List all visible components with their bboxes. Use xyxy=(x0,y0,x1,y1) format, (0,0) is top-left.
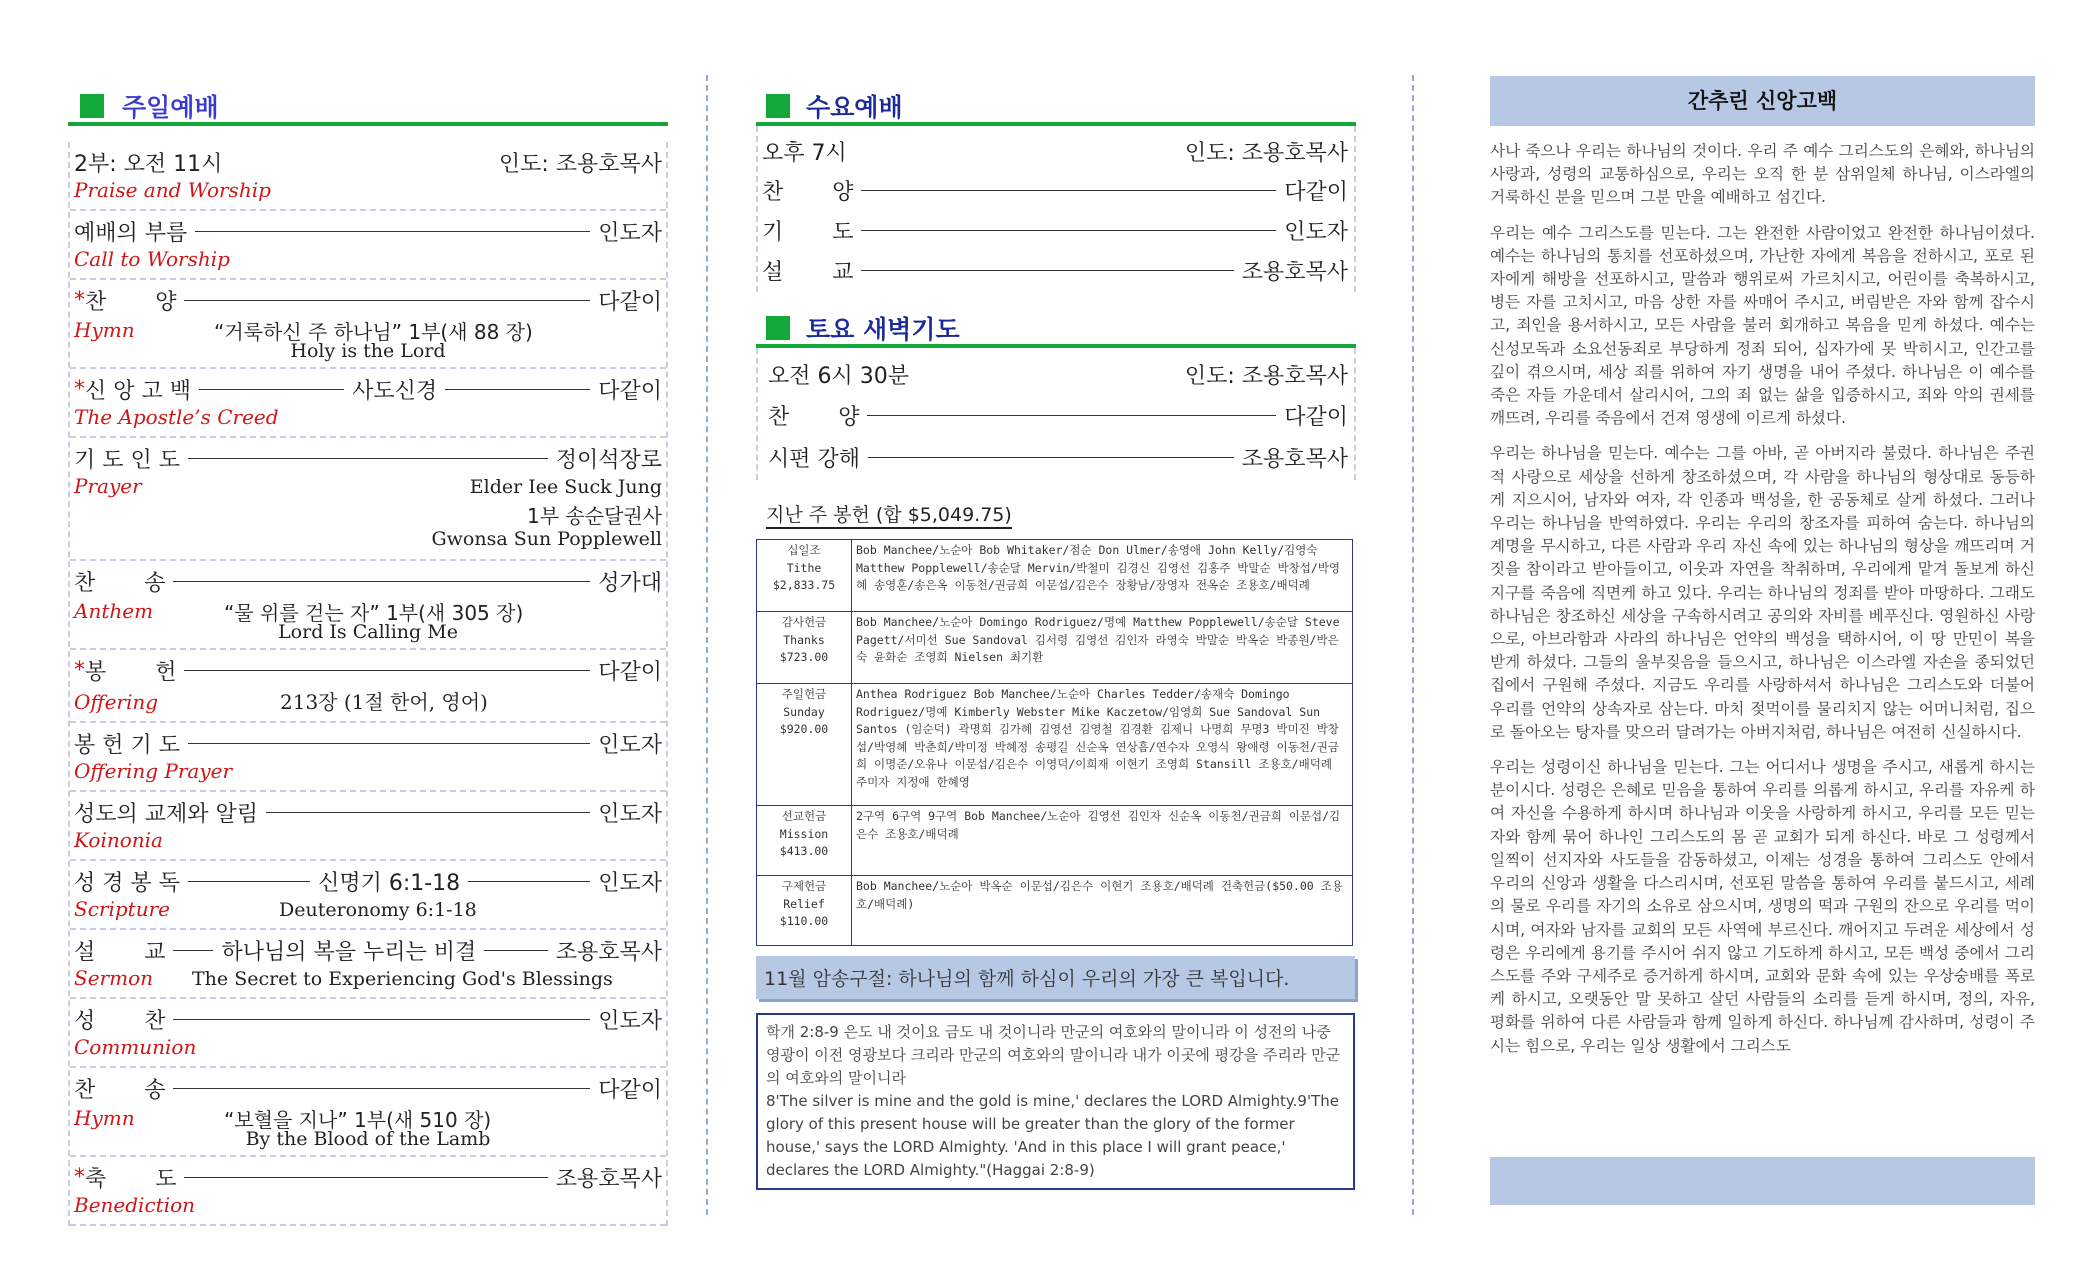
apostles-creed xyxy=(70,369,666,438)
item-by: 다같이 xyxy=(598,379,662,404)
praise-en: Praise and Worship xyxy=(74,178,271,202)
green-square-icon xyxy=(766,94,790,118)
item-by: 다같이 xyxy=(1284,404,1348,430)
saturday-header xyxy=(756,302,1356,348)
service-leader: 인도: 조용호목사 xyxy=(1184,140,1348,166)
header-rule xyxy=(68,122,668,126)
hymn-2 xyxy=(70,1068,666,1157)
item-ko: 축 도 xyxy=(85,1167,177,1192)
item-ko: 기 도 인 도 xyxy=(74,448,180,473)
category-en: Tithe xyxy=(786,560,822,575)
item-en: The Apostle’s Creed xyxy=(74,405,279,429)
item-by: 다같이 xyxy=(598,1078,662,1103)
prayer-name-2-en: Gwonsa Sun Popplewell xyxy=(431,528,662,550)
item-en: Benediction xyxy=(74,1193,196,1217)
item-en: Offering Prayer xyxy=(74,759,233,783)
item-en: Hymn xyxy=(74,1106,135,1130)
middle-column xyxy=(756,80,1356,1190)
offering-category xyxy=(757,612,852,684)
section-title: 수요예배 xyxy=(806,93,903,122)
star-mark: * xyxy=(74,377,85,402)
item-by: 조용호목사 xyxy=(555,1167,662,1192)
sermon-title: 하나님의 복을 누리는 비결 xyxy=(221,940,477,965)
verse-english: 8'The silver is mine and the gold is mine,' declares the LORD Almighty.9'The glory of this present house will be greater than the glory of the former house,' says the LORD Almighty. 'And in this place I will grant peace,' declares the LORD Almighty."(Haggai 2:8-9) xyxy=(766,1092,1339,1179)
offering-hymn: 213장 (1절 한어, 영어) xyxy=(280,690,488,714)
offering-names: Bob Manchee/노순아 Bob Whitaker/점순 Don Ulmer/송영애 John Kelly/김영숙 Matthew Popplewell/송순달 Mervin/박철미 김경신 김영선 김홍주 박말순 박창섭/박영혜 송영훈/송은옥 이동천/권금희 이문섭/김은수 장황남/장영자 전옥순 조용호/배덕례 xyxy=(852,540,1353,612)
green-square-icon xyxy=(766,316,790,340)
item-by: 조용호목사 xyxy=(1241,446,1348,472)
offering-category xyxy=(757,806,852,876)
item-en: Offering xyxy=(74,690,159,714)
item-mid: 신명기 6:1-18 xyxy=(318,871,461,896)
creed-paragraph: 사나 죽으나 우리는 하나님의 것이다. 우리 주 예수 그리스도의 은혜와, 하나님의 사랑과, 성령의 교통하심으로, 우리는 오직 한 분 삼위일체 하나님, 이스라엘의 거룩하신 분을 믿으며 그분 만을 예배하고 섬긴다. xyxy=(1490,142,2035,207)
creed-paragraph: 우리는 하나님을 믿는다. 예수는 그를 아바, 곧 아버지라 불렀다. 하나님은 주권적 사랑으로 세상을 선하게 창조하셨으며, 각 사람을 하나님의 형상대로 동등하게 지으시어, 남자와 여자, 각 인종과 백성을, 한 공동체로 살게 하셨다. 그러나 우리는 하나님을 반역하였다. 우리는 우리의 창조자를 피하여 숨는다. 하나님의 계명을 무시하고, 다른 사람과 우리 자신 속에 있는 하나님의 형상을 깨뜨리며 거짓을 참이라고 받아들이고, 이웃과 자연을 착취하며, 우리에게 맡겨 돌보게 하신 지구를 죽음에 직면케 하고 있다. 우리는 하나님의 정죄를 받아 마땅하다. 그래도 하나님은 창조하신 세상을 구속하시려고 공의와 자비를 베푸신다. 영원하신 사랑으로, 아브라함과 사라의 하나님은 언약의 백성을 택하시어, 이 땅 만민이 복을 받게 하셨다. 그들의 울부짖음을 들으시고, 하나님은 이스라엘 자손을 종되었던 집에서 구원해 주셨다. 지금도 우리를 사랑하셔서 하나님은 그리스도와 더불어 우리를 언약의 상속자로 삼는다. 마치 젖먹이를 물리치지 않는 어머니처럼, 집으로 돌아오는 탕자를 맞으러 달려가는 아버지처럼, 하나님은 여전히 신실하시다. xyxy=(1490,444,2035,741)
column-divider-1 xyxy=(706,75,708,1215)
table-row xyxy=(757,684,1353,806)
hymn-title: “보혈을 지나” 1부(새 510 장) xyxy=(224,1107,492,1132)
item-by: 인도자 xyxy=(598,871,663,896)
prayer-name-2: 1부 송순달권사 xyxy=(526,503,662,528)
category-amount: $920.00 xyxy=(779,722,829,736)
creed-footer-band xyxy=(1490,1157,2035,1205)
scripture-ref-en: Deuteronomy 6:1-18 xyxy=(279,899,477,921)
hymn-title: “거룩하신 주 하나님” 1부(새 88 장) xyxy=(214,319,533,344)
item-ko: 성 찬 xyxy=(74,1009,166,1034)
service-time: 오전 6시 30분 xyxy=(768,363,909,389)
anthem-title: “물 위를 걷는 자” 1부(새 305 장) xyxy=(224,600,524,625)
item-en: Call to Worship xyxy=(74,247,230,271)
item-by: 인도자 xyxy=(598,1009,662,1034)
wednesday-header xyxy=(756,80,1356,126)
item-en: Prayer xyxy=(74,474,142,498)
item-ko: 봉 헌 기 도 xyxy=(74,733,180,758)
item-ko: 찬 양 xyxy=(768,404,860,430)
star-mark: * xyxy=(74,658,85,683)
item-en: Koinonia xyxy=(74,828,163,852)
category-en: Relief xyxy=(783,896,825,911)
offering-category xyxy=(757,684,852,806)
communion xyxy=(70,999,666,1068)
category-ko: 선교헌금 xyxy=(781,809,827,823)
item-by: 인도자 xyxy=(598,802,662,827)
header-rule xyxy=(756,344,1356,348)
category-amount: $413.00 xyxy=(779,844,829,858)
sunday-header xyxy=(68,80,668,126)
order-of-service xyxy=(68,142,668,1226)
item-by: 다같이 xyxy=(598,290,662,315)
item-ko: 성도의 교제와 알림 xyxy=(74,802,259,827)
item-by: 조용호목사 xyxy=(1241,259,1348,285)
offering-category xyxy=(757,876,852,946)
table-row xyxy=(757,540,1353,612)
hymn-1 xyxy=(70,280,666,369)
service-time: 2부: 오전 11시 xyxy=(74,152,223,177)
offering-names: Anthea Rodriguez Bob Manchee/노순아 Charles Tedder/송재숙 Domingo Rodriguez/명예 Kimberly Webster Mike Kaczetow/임영희 Sue Sandoval Sun Santos (임순덕) 곽명희 김가혜 김영선 김영철 김경환 김제니 나명희 무명3 박미진 박창섭/박영혜 박춘희/박미정 박혜정 송평길 신순옥 연상흠/연수자 오영식 왕애령 이동천/권금희 이명준/오유나 이문섭/김은수 이영덕/이희재 이현기 조영희 Stansill 조용호/배덕례 주미자 지정애 한혜영 xyxy=(852,684,1353,806)
item-by: 인도자 xyxy=(598,733,662,758)
creed-paragraph: 우리는 성령이신 하나님을 믿는다. 그는 어디서나 생명을 주시고, 새롭게 하시는 분이시다. 성령은 은혜로 믿음을 통하여 우리를 의롭게 하시고, 우리를 자유케 하여 자신을 수용하게 하시며 하나님과 이웃을 사랑하게 하시고, 우리를 모든 믿는 자와 함께 묶어 하나인 그리스도의 몸 곧 교회가 되게 하신다. 바로 그 성령께서 일찍이 선지자와 사도들을 감동하셨고, 이제는 성경을 통하여 그리스도 안에서 우리의 신앙과 생활을 다스리시며, 선포된 말씀을 통하여 우리를 붙드시고, 세례의 물로 우리를 자기의 소유로 삼으시며, 생명의 떡과 구원의 잔으로 우리를 먹이시며, 여자와 남자를 교회의 모든 사역에 부르신다. 깨어지고 두려운 세상에서 성령은 우리에게 용기를 주시어 쉬지 않고 기도하게 하시고, 모든 백성 중에서 그리스도를 주와 구세주로 증거하게 하시며, 교회와 문화 속에 있는 우상숭배를 폭로케 하시고, 오랫동안 말 못하고 살던 사람들의 소리를 듣게 하시며, 정의, 자유, 평화를 위하여 다른 사람들과 함께 일하게 하신다. 하나님께 감사하며, 성령이 주시는 힘으로, 우리는 일상 생활에서 그리스도 xyxy=(1490,758,2035,1055)
item-by: 정이석장로 xyxy=(555,448,662,473)
item-ko: 설 교 xyxy=(762,259,854,285)
star-mark: * xyxy=(74,288,85,313)
table-row xyxy=(757,806,1353,876)
memory-verse-text xyxy=(756,1013,1355,1190)
service-time-block xyxy=(70,142,666,211)
item-en: Scripture xyxy=(74,897,170,921)
creed-title: 간추린 신앙고백 xyxy=(1490,76,2035,126)
green-square-icon xyxy=(80,94,104,118)
saturday-service xyxy=(756,348,1356,480)
item-mid: 사도신경 xyxy=(352,379,438,404)
table-row xyxy=(757,612,1353,684)
column-divider-2 xyxy=(1412,75,1414,1215)
item-en: Sermon xyxy=(74,966,153,990)
sermon xyxy=(70,930,666,999)
item-ko: 신 앙 고 백 xyxy=(85,379,191,404)
offering xyxy=(70,650,666,723)
service-leader: 인도: 조용호목사 xyxy=(498,152,662,177)
category-ko: 십일조 xyxy=(787,543,821,557)
item-ko: 설 교 xyxy=(74,940,166,965)
category-en: Mission xyxy=(779,826,829,841)
wednesday-service xyxy=(756,126,1356,292)
hymn-title-en: By the Blood of the Lamb xyxy=(245,1128,491,1150)
category-ko: 구제헌금 xyxy=(781,879,827,893)
section-title: 토요 새벽기도 xyxy=(806,315,960,344)
item-ko: 시편 강해 xyxy=(768,446,861,472)
item-by: 다같이 xyxy=(1284,179,1348,205)
item-by: 인도자 xyxy=(1284,219,1348,245)
item-en: Communion xyxy=(74,1035,197,1059)
creed-column xyxy=(1490,76,2035,1140)
offering-prayer xyxy=(70,723,666,792)
verse-korean: 학개 2:8-9 은도 내 것이요 금도 내 것이니라 만군의 여호와의 말이니라 이 성전의 나중 영광이 이전 영광보다 크리라 만군의 여호와의 말이니라 내가 이곳에 평강을 주리라 만군의 여호와의 말이니라 xyxy=(766,1023,1341,1087)
offering-report-title: 지난 주 봉헌 (합 $5,049.75) xyxy=(766,500,1012,529)
benediction xyxy=(70,1157,666,1226)
hymn-title-en: Holy is the Lord xyxy=(290,340,446,362)
item-ko: 예배의 부름 xyxy=(74,221,188,246)
item-ko: 찬 송 xyxy=(74,1078,166,1103)
item-by: 인도자 xyxy=(598,221,662,246)
category-en: Sunday xyxy=(783,704,825,719)
item-ko: 찬 양 xyxy=(85,290,177,315)
section-title: 주일예배 xyxy=(122,93,219,122)
anthem xyxy=(70,561,666,650)
table-row xyxy=(757,876,1353,946)
category-ko: 감사헌금 xyxy=(781,615,827,629)
anthem-title-en: Lord Is Calling Me xyxy=(278,621,458,643)
item-ko: 찬 양 xyxy=(762,179,854,205)
item-en: Hymn xyxy=(74,318,135,342)
category-amount: $723.00 xyxy=(779,650,829,664)
prayer-name-en: Elder Iee Suck Jung xyxy=(469,476,662,498)
offering-table xyxy=(756,539,1353,946)
offering-names: 2구역 6구역 9구역 Bob Manchee/노순아 김영선 김인자 신순옥 이동천/권금희 이문섭/김은수 조용호/배덕례 xyxy=(852,806,1353,876)
star-mark: * xyxy=(74,1165,85,1190)
scripture xyxy=(70,861,666,930)
item-en: Anthem xyxy=(74,599,154,623)
category-amount: $110.00 xyxy=(779,914,829,928)
offering-names: Bob Manchee/노순아 박옥순 이문섭/김은수 이현기 조용호/배덕례 건축헌금($50.00 조용호/배덕례) xyxy=(852,876,1353,946)
item-ko: 성 경 봉 독 xyxy=(74,871,180,896)
offering-category xyxy=(757,540,852,612)
item-by: 다같이 xyxy=(598,660,662,685)
item-ko: 봉 헌 xyxy=(85,660,177,685)
creed-body xyxy=(1490,140,2035,1140)
call-to-worship xyxy=(70,211,666,280)
sunday-worship-column xyxy=(68,80,668,1226)
header-rule xyxy=(756,122,1356,126)
service-time: 오후 7시 xyxy=(762,140,847,166)
category-en: Thanks xyxy=(783,632,825,647)
item-ko: 찬 송 xyxy=(74,571,166,596)
creed-paragraph: 우리는 예수 그리스도를 믿는다. 그는 완전한 사람이었고 완전한 하나님이셨다. 예수는 하나님의 통치를 선포하셨으며, 가난한 자에게 복음을 전하시고, 포로 된 자에게 해방을 선포하시고, 말씀과 행위로써 가르치시고, 어린이를 축복하시고, 병든 자를 고치시고, 마음 상한 자를 싸매어 주시고, 버림받은 자와 함께 잡수시고, 죄인을 용서하시고, 모든 사람을 불러 회개하고 복음을 믿게 하셨다. 예수는 신성모독과 소요선동죄로 부당하게 정죄 되어, 십자가에 못 박히시고, 인간고를 깊이 겪으시며, 세상 죄를 위하여 자기 생명을 내어 주셨다. 하나님은 이 예수를 죽은 자들 가운데서 살리시어, 그의 죄 없는 삶을 입증하시고, 죄와 악의 권세를 깨뜨려, 우리를 죽음에서 건져 영생에 이르게 하셨다. xyxy=(1490,223,2035,428)
item-ko: 기 도 xyxy=(762,219,854,245)
item-by: 성가대 xyxy=(598,571,662,596)
category-amount: $2,833.75 xyxy=(772,578,836,592)
memory-verse-banner: 11월 암송구절: 하나님의 함께 하심이 우리의 가장 큰 복입니다. xyxy=(756,956,1355,999)
category-ko: 주일헌금 xyxy=(781,687,827,701)
prayer xyxy=(70,438,666,561)
koinonia xyxy=(70,792,666,861)
service-leader: 인도: 조용호목사 xyxy=(1184,363,1348,389)
item-by: 조용호목사 xyxy=(555,940,662,965)
offering-names: Bob Manchee/노순아 Domingo Rodriguez/명예 Matthew Popplewell/송순달 Steve Pagett/서미선 Sue Sandoval 김서령 김영선 김인자 라영숙 박말순 박옥순 박종원/박은숙 윤화순 조영희 Nielsen 최기환 xyxy=(852,612,1353,684)
sermon-title-en: The Secret to Experiencing God's Blessings xyxy=(192,968,613,990)
